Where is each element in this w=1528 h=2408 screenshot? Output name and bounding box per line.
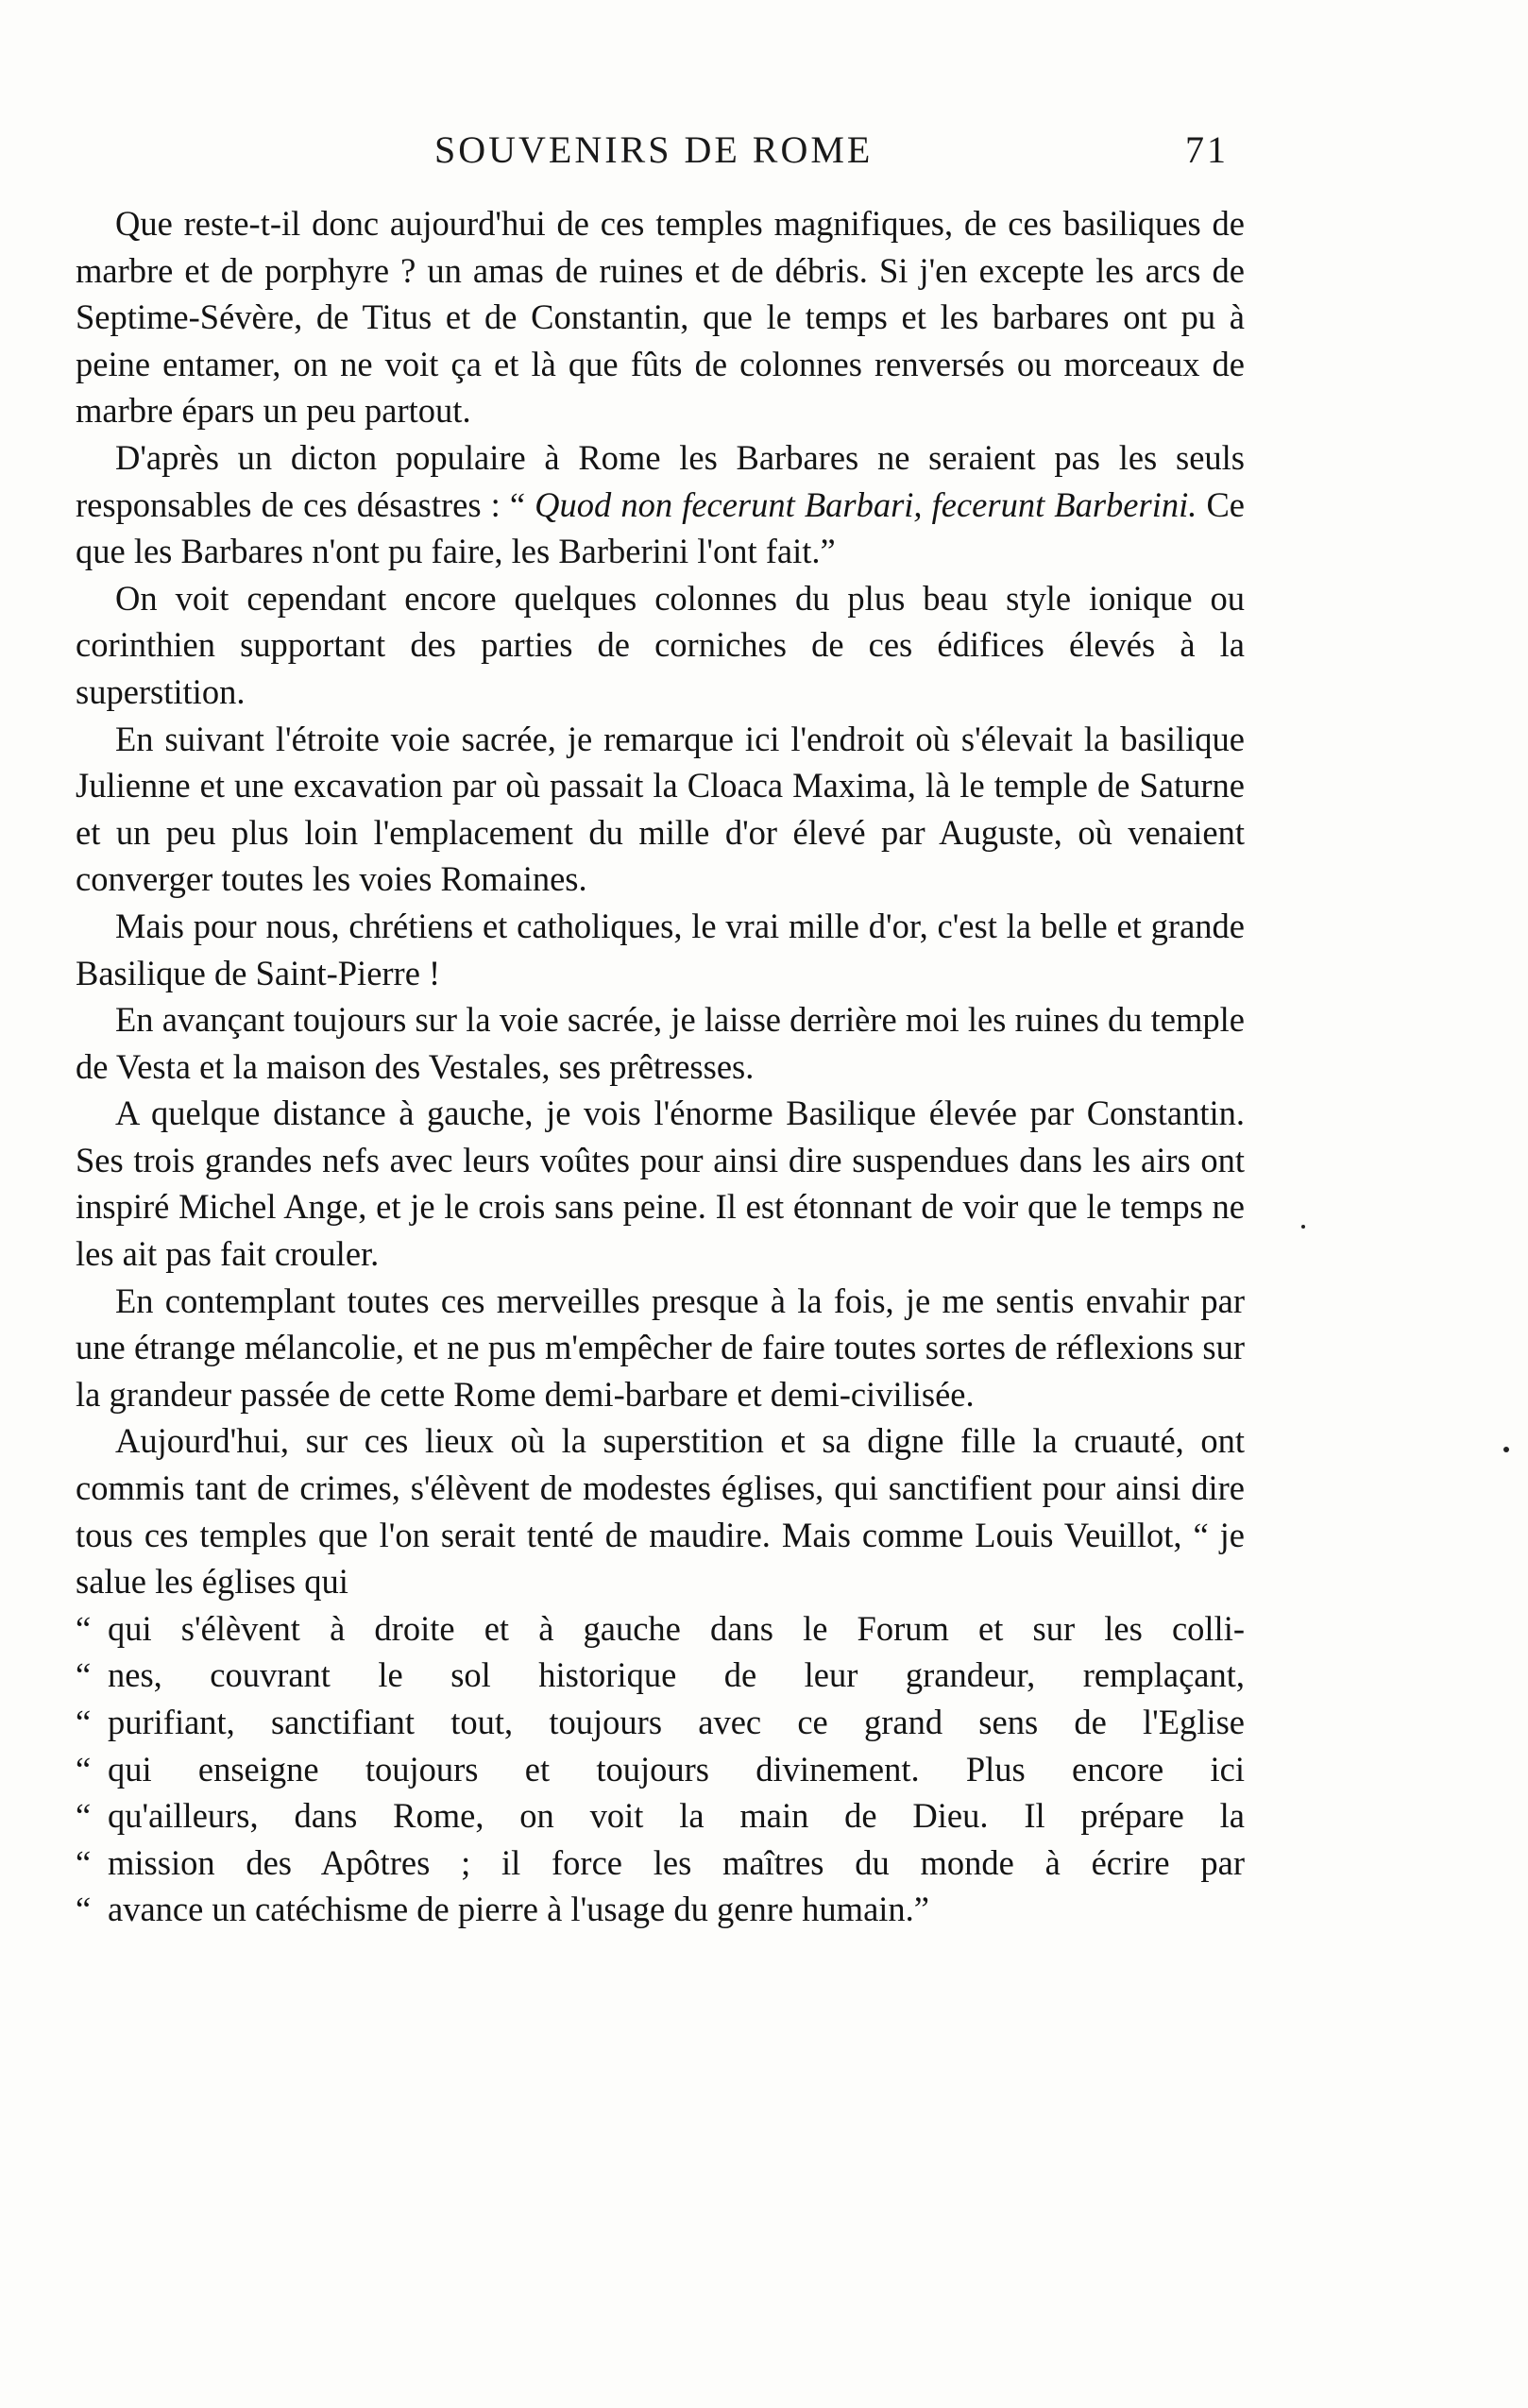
paragraph-text: Ce que les Barbares n'ont pu faire, les Barberini l'ont fait.” xyxy=(76,484,1246,571)
paragraph: On voit cependant encore quelques colonnes du plus beau style ionique ou corinthien supportant des parties de corniches de ces édifices élevés à la superstition. xyxy=(76,578,1245,711)
quote-line xyxy=(76,1746,1245,1793)
quote-mark: “ xyxy=(76,1796,92,1836)
quote-mark: “ xyxy=(76,1655,92,1695)
latin-quotation: Quod non fecerunt Barbari, fecerunt Barberini. xyxy=(535,484,1197,524)
quote-mark: “ xyxy=(76,1890,92,1929)
paragraph: Mais pour nous, chrétiens et catholiques, le vrai mille d'or, c'est la belle et grande Basilique de Saint-Pierre ! xyxy=(76,906,1245,992)
quote-mark: “ xyxy=(76,1749,92,1789)
quote-line-text: purifiant, sanctifiant tout, toujours avec ce grand sens de l'Eglise xyxy=(108,1703,1245,1741)
quote-mark: “ xyxy=(76,1608,92,1648)
quote-mark: “ xyxy=(76,1842,92,1882)
paragraph: A quelque distance à gauche, je vois l'énorme Basilique élevée par Constantin. Ses trois grandes nefs avec leurs voûtes pour ainsi dire suspendues dans les airs ont inspiré Michel Ange, et je le crois sans peine. Il est étonnant de voir que le temps ne les ait pas fait crouler. xyxy=(76,1094,1245,1274)
paragraph: En avançant toujours sur la voie sacrée, je laisse derrière moi les ruines du temple de Vesta et la maison des Vestales, ses prêtresses. xyxy=(76,1000,1245,1086)
quote-line xyxy=(76,1652,1245,1699)
paragraph: En contemplant toutes ces merveilles presque à la fois, je me sentis envahir par une étrange mélancolie, et ne pus m'empêcher de faire toutes sortes de réflexions sur la grandeur passée de cette Rome demi-barbare et demi-civilisée. xyxy=(76,1280,1245,1414)
paragraph-with-quotation xyxy=(76,434,1245,575)
quote-line-text: mission des Apôtres ; il force les maîtres du monde à écrire par xyxy=(108,1842,1245,1882)
quote-mark: “ xyxy=(76,1703,92,1741)
quote-line xyxy=(76,1840,1245,1887)
quote-line-text: qui s'élèvent à droite et à gauche dans le Forum et sur les colli- xyxy=(108,1608,1245,1648)
scan-speck xyxy=(1301,1225,1305,1229)
quote-line xyxy=(76,1792,1245,1840)
page-number: 71 xyxy=(1185,128,1229,171)
scan-speck xyxy=(1503,1447,1509,1452)
quote-line-text: avance un catéchisme de pierre à l'usage du genre humain.” xyxy=(108,1890,929,1929)
body-text xyxy=(76,200,1245,1933)
quote-line-text: nes, couvrant le sol historique de leur grandeur, remplaçant, xyxy=(108,1655,1245,1695)
quote-line xyxy=(76,1886,1245,1933)
paragraph: Que reste-t-il donc aujourd'hui de ces temples magnifiques, de ces basiliques de marbre et de porphyre ? un amas de ruines et de débris. Si j'en excepte les arcs de Septime-Sévère, de Titus et de Constantin, que le temps et les barbares ont pu à peine entamer, on ne voit ça et là que fûts de colonnes renversés ou morceaux de marbre épars un peu partout. xyxy=(76,204,1245,431)
page-title: SOUVENIRS DE ROME xyxy=(434,128,874,171)
quote-line xyxy=(76,1699,1245,1746)
paragraph-text: D'après un dicton populaire à Rome les Barbares ne seraient pas les seuls responsables de ces désastres : “ xyxy=(76,437,1245,524)
quote-line-text: qu'ailleurs, dans Rome, on voit la main de Dieu. Il prépare la xyxy=(108,1796,1245,1836)
paragraph: Aujourd'hui, sur ces lieux où la superstition et sa digne fille la cruauté, ont commis tant de crimes, s'élèvent de modestes églises, qui sanctifient pour ainsi dire tous ces temples que l'on serait tenté de maudire. Mais comme Louis Veuillot, “ je salue les églises qui xyxy=(76,1421,1245,1602)
quote-line-text: qui enseigne toujours et toujours divinement. Plus encore ici xyxy=(108,1749,1245,1789)
block-quotation xyxy=(76,1605,1245,1933)
paragraph: En suivant l'étroite voie sacrée, je remarque ici l'endroit où s'élevait la basilique Julienne et une excavation par où passait la Cloaca Maxima, là le temple de Saturne et un peu plus loin l'emplacement du mille d'or élevé par Auguste, où venaient converger toutes les voies Romaines. xyxy=(76,719,1245,899)
quote-line xyxy=(76,1605,1245,1653)
